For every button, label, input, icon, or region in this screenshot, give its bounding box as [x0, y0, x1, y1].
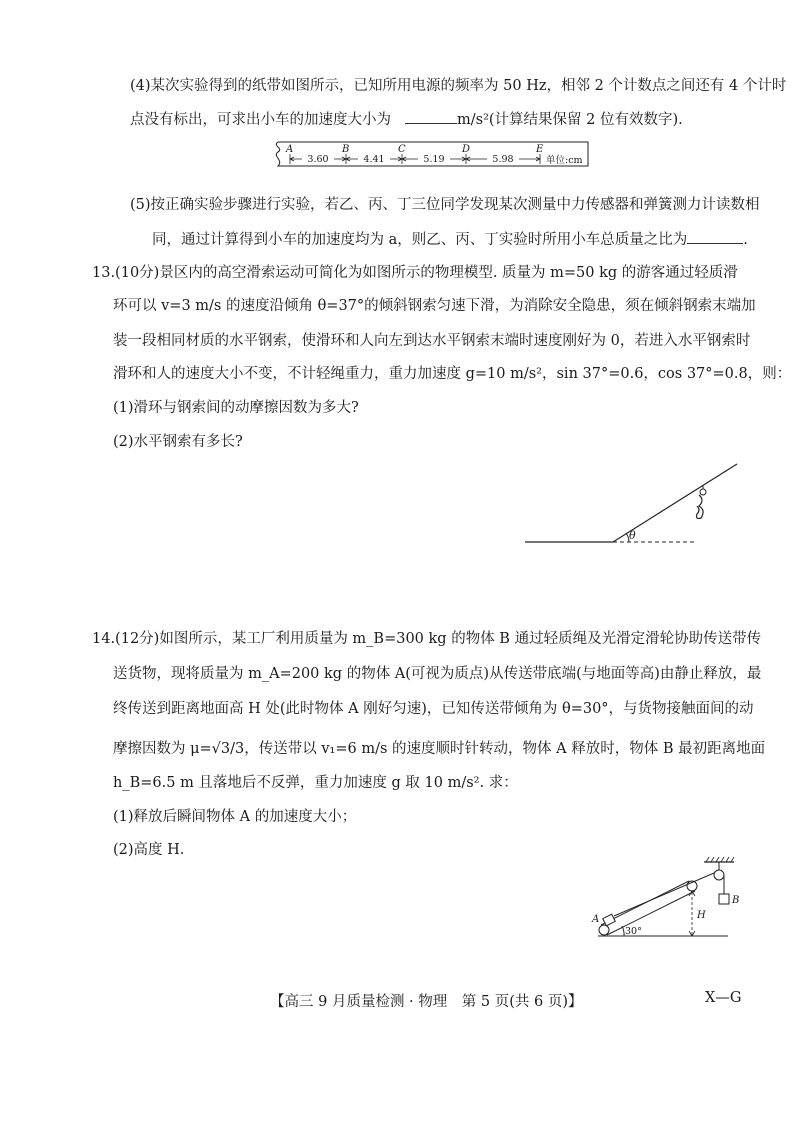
q13-line3: 装一段相同材质的水平钢索，使滑环和人向左到达水平钢索末端时速度刚好为 0，若进入水平钢索时 — [113, 333, 751, 349]
skier-icon — [697, 486, 707, 519]
q13-line4: 滑环和人的速度大小不变，不计轻绳重力，重力加速度 g=10 m/s²，sin 37°=0.6，cos 37°=0.8，则： — [113, 366, 792, 382]
q14-sub2: (2)高度 H. — [113, 842, 185, 858]
q14-sub1: (1)释放后瞬间物体 A 的加速度大小； — [113, 809, 357, 825]
q12-part4-line2 — [130, 109, 683, 130]
tape-segment-length: 4.41 — [363, 154, 385, 165]
q12-part4-line1: (4)某次实验得到的纸带如图所示，已知所用电源的频率为 50 Hz，相邻 2 个计数点之间还有 4 个计时 — [130, 78, 787, 94]
footer-code: X—G — [705, 990, 742, 1006]
pulley — [714, 870, 724, 880]
q13-line1: 13.(10分)景区内的高空滑索运动可简化为如图所示的物理模型. 质量为 m=50 kg 的游客通过轻质滑 — [92, 265, 738, 281]
tape-point-C: C — [398, 144, 406, 155]
answer-blank-acceleration[interactable] — [405, 109, 457, 124]
q14-line1: 14.(12分)如图所示，某工厂利用质量为 m_B=300 kg 的物体 B 通过轻质绳及光滑定滑轮协助传送带传 — [92, 631, 762, 647]
label-A: A — [592, 914, 600, 925]
q13-line2: 环可以 v=3 m/s 的速度沿倾角 θ=37°的倾斜钢索匀速下滑，为消除安全隐患，须在倾斜钢索末端加 — [113, 298, 756, 314]
q12-part5-line2: 同，通过计算得到小车的加速度均为 a，则乙、丙、丁实验时所用小车总质量之比为 . — [152, 229, 748, 250]
q12-part4-line2-a: 点没有标出，可求出小车的加速度大小为 — [130, 112, 391, 128]
tape-point-E: E — [536, 144, 544, 155]
tape-unit: 单位:cm — [546, 155, 583, 166]
tape-segments — [290, 154, 540, 165]
q13-sub2: (2)水平钢索有多长? — [113, 434, 243, 450]
tape-segment-length: 5.98 — [492, 154, 514, 165]
conveyor-figure — [580, 856, 750, 948]
angle-theta-label: θ — [629, 529, 636, 542]
q14-line5: h_B=6.5 m 且落地后不反弹，重力加速度 g 取 10 m/s². 求： — [113, 775, 518, 791]
block-B — [719, 894, 729, 904]
tape-segment-length: 5.19 — [423, 154, 445, 165]
zipline-figure — [525, 462, 745, 552]
tape-point-B: B — [342, 144, 350, 155]
tape-segment-length: 3.60 — [307, 154, 329, 165]
answer-blank-mass-ratio[interactable] — [687, 229, 743, 244]
tape-point-A: A — [286, 144, 294, 155]
q12-part5-line1: (5)按正确实验步骤进行实验，若乙、丙、丁三位同学发现某次测量中力传感器和弹簧测力计读数相 — [130, 197, 760, 213]
q14-line4: 摩擦因数为 μ=√3/3，传送带以 v₁=6 m/s 的速度顺时针转动，物体 A 释放时，物体 B 最初距离地面 — [113, 741, 766, 757]
tape-point-D: D — [462, 144, 471, 155]
q12-part4-line2-b: m/s²(计算结果保留 2 位有效数字). — [457, 112, 683, 128]
q13-sub1: (1)滑环与钢索间的动摩擦因数为多大? — [113, 400, 359, 416]
label-B: B — [732, 895, 740, 906]
angle-30-label: 30° — [625, 926, 642, 937]
q12-part5-line2-text: 同，通过计算得到小车的加速度均为 a，则乙、丙、丁实验时所用小车总质量之比为 — [152, 232, 688, 248]
label-H: H — [697, 910, 706, 921]
q14-line2: 送货物，现将质量为 m_A=200 kg 的物体 A(可视为质点)从传送带底端(与地面等高)由静止释放，最 — [113, 666, 762, 682]
footer-title: 【高三 9 月质量检测 · 物理 第 5 页(共 6 页)】 — [270, 994, 583, 1010]
block-A — [603, 914, 616, 926]
q14-line3: 终传送到距离地面高 H 处(此时物体 A 刚好匀速)，已知传送带倾角为 θ=30°，与货物接触面间的动 — [113, 701, 754, 717]
paper-tape-figure — [270, 138, 600, 182]
